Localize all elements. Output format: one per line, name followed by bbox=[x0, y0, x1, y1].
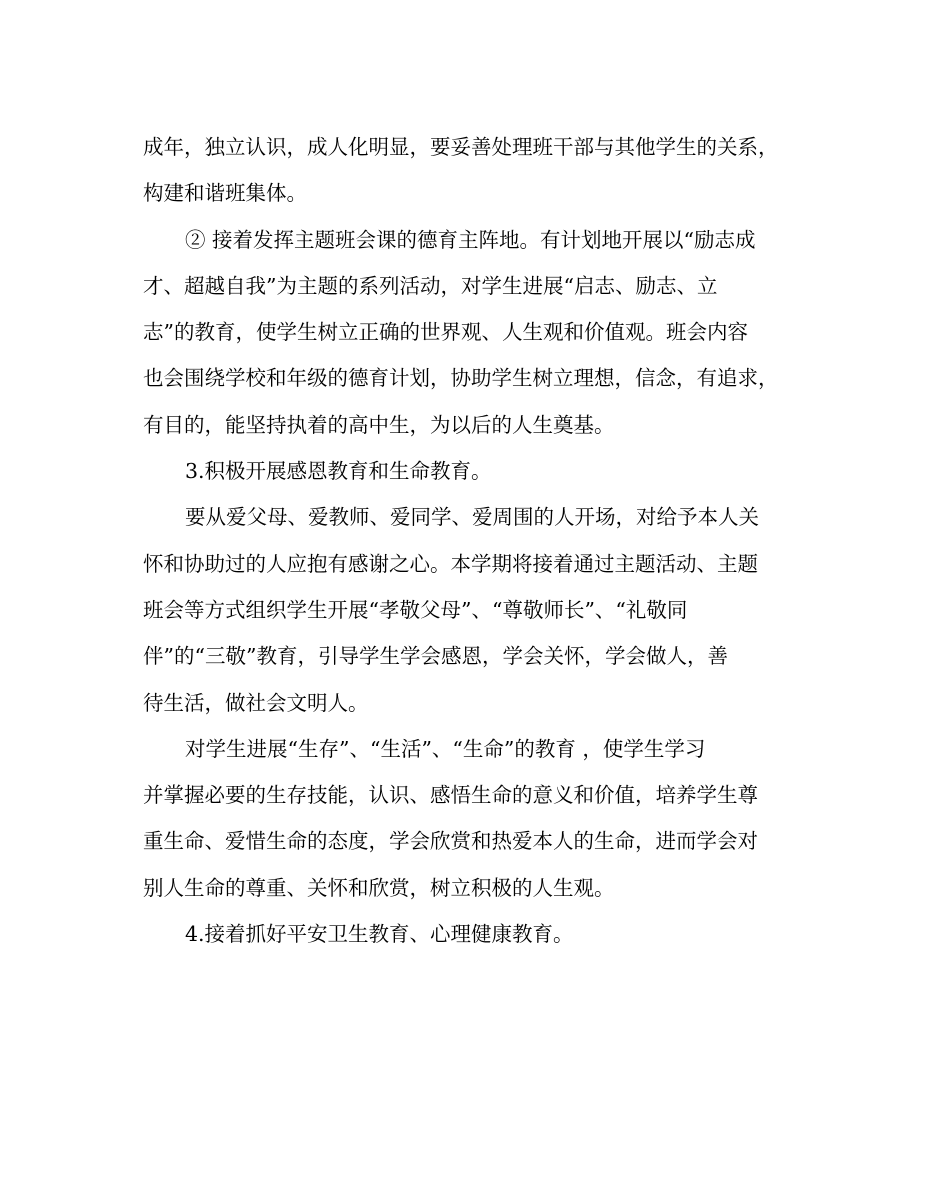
text-line: 待生活，做社会文明人。 bbox=[143, 690, 369, 715]
text-line: 有目的，能坚持执着的高中生，为以后的人生奠基。 bbox=[143, 412, 615, 437]
text-line: 并掌握必要的生存技能，认识、感悟生命的意义和价值，培养学生尊 bbox=[143, 783, 758, 808]
text-line: 怀和协助过的人应抱有感谢之心。本学期将接着通过主题活动、主题 bbox=[143, 551, 758, 576]
text-line: 也会围绕学校和年级的德育计划，协助学生树立理想，信念，有追求， bbox=[143, 366, 779, 391]
text-line: 伴”的“三敬”教育，引导学生学会感恩，学会关怀，学会做人，善 bbox=[143, 644, 728, 669]
text-line: 志”的教育，使学生树立正确的世界观、人生观和价值观。班会内容 bbox=[143, 320, 748, 345]
text-line: 要从爱父母、爱教师、爱同学、爱周围的人开场，对给予本人关 bbox=[185, 505, 759, 530]
text-line: 成年，独立认识，成人化明显，要妥善处理班干部与其他学生的关系， bbox=[143, 135, 779, 159]
text-line: 构建和谐班集体。 bbox=[143, 181, 307, 206]
text-line: ② 接着发挥主题班会课的德育主阵地。有计划地开展以“励志成 bbox=[185, 227, 756, 252]
text-line: 班会等方式组织学生开展“孝敬父母”、“尊敬师长”、“礼敬同 bbox=[143, 597, 688, 622]
text-line: 3.积极开展感恩教育和生命教育。 bbox=[185, 459, 492, 484]
text-line: 4.接着抓好平安卫生教育、心理健康教育。 bbox=[185, 922, 574, 947]
body-text bbox=[143, 124, 807, 957]
text-line: 对学生进展“生存”、“生活”、“生命”的教育 ，使学生学习 bbox=[185, 736, 706, 761]
text-line: 别人生命的尊重、关怀和欣赏，树立积极的人生观。 bbox=[143, 875, 615, 900]
text-line: 才、超越自我”为主题的系列活动，对学生进展“启志、励志、立 bbox=[143, 273, 718, 298]
text-line: 重生命、爱惜生命的态度，学会欣赏和热爱本人的生命，进而学会对 bbox=[143, 829, 758, 854]
